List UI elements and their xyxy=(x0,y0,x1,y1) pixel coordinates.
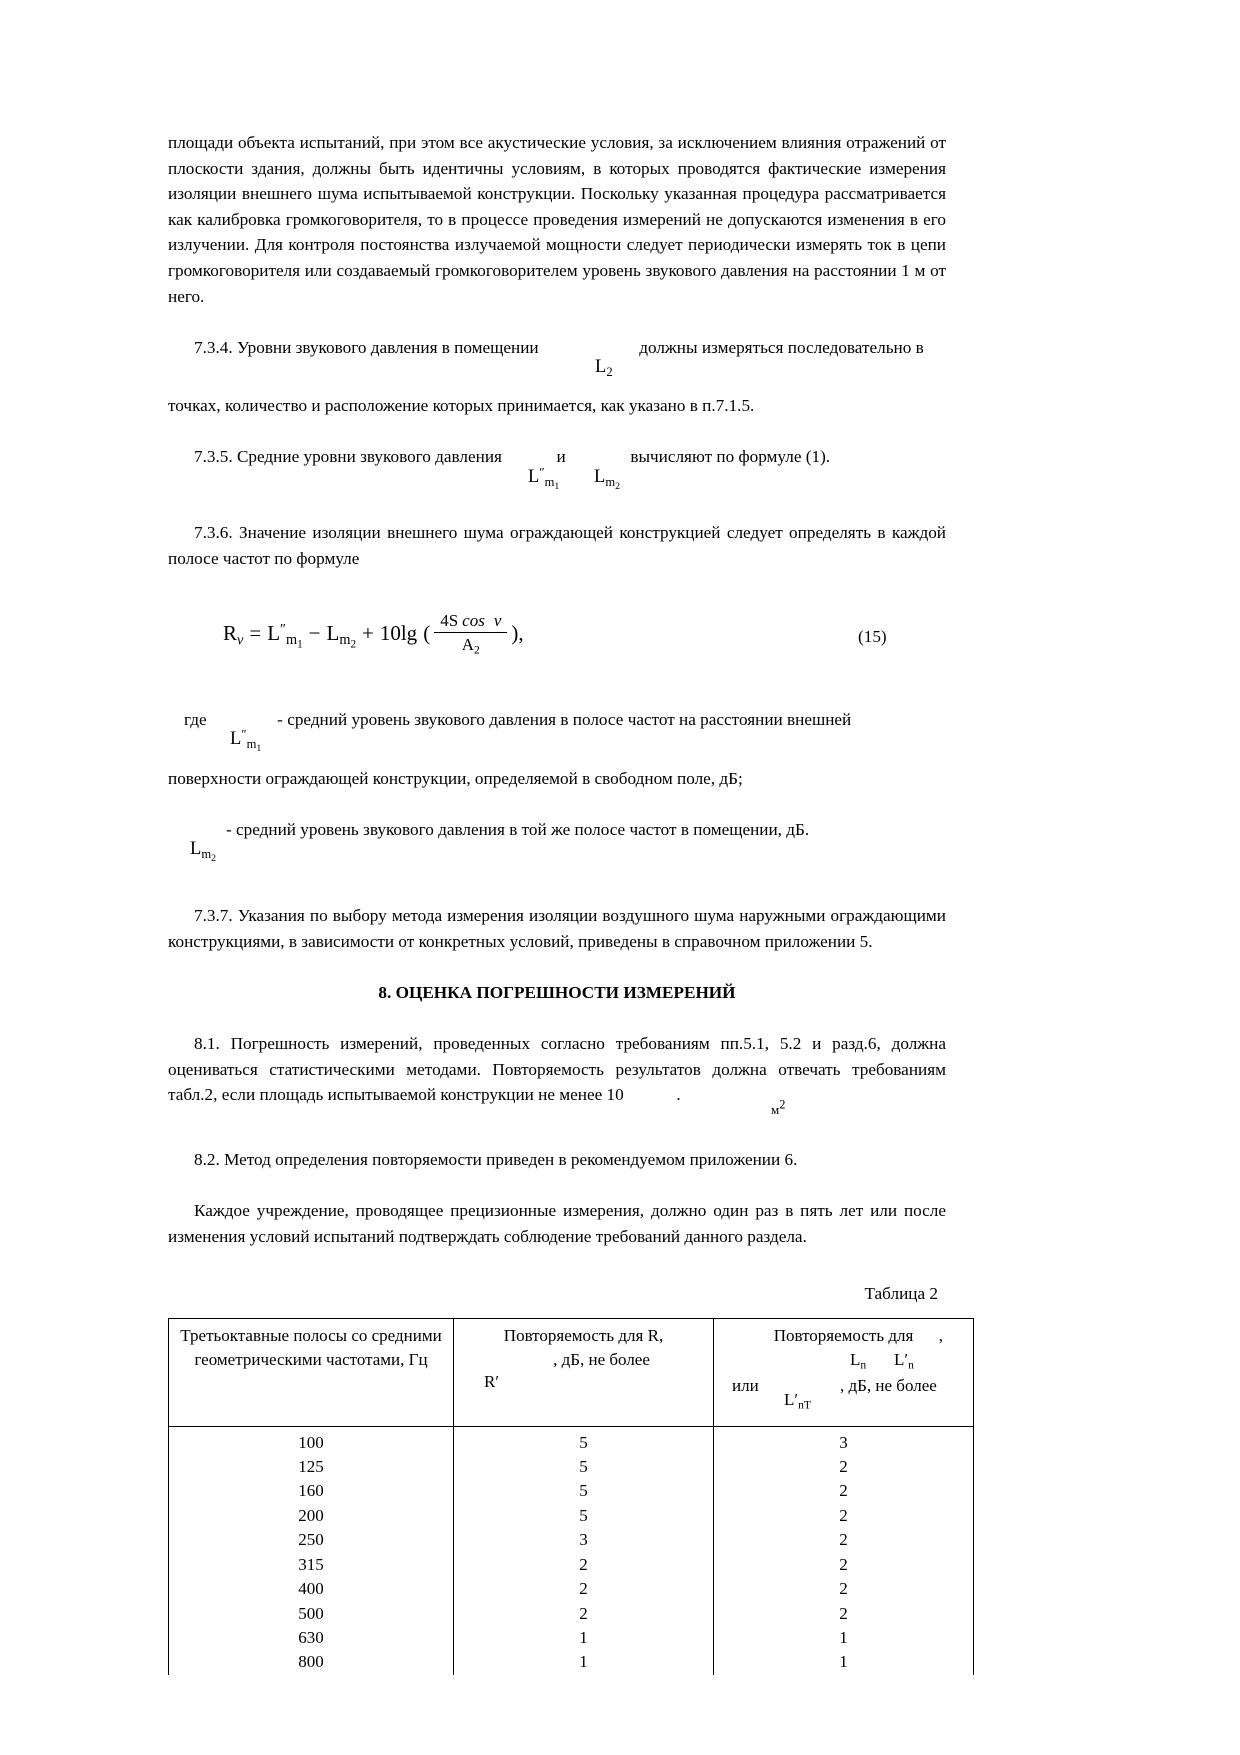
symbol-Ln-prime-sub: n xyxy=(908,1358,914,1372)
clause-7-3-7: 7.3.7. Указания по выбору метода измерения изоляции воздушного шума наружными ограждающими конструкциями, в зависимости от конкретных условий, приведены в справочном приложении 5. xyxy=(168,905,946,951)
formula-15-block xyxy=(168,605,946,681)
cell-repeatability-l: 2 xyxy=(714,1455,974,1479)
spacer xyxy=(168,309,946,335)
clause-8-2: 8.2. Метод определения повторяемости приведен в рекомендуемом приложении 6. xyxy=(194,1149,798,1169)
clause-7-3-4-line2: точках, количество и расположение которых принимается, как указано в п.7.1.5. xyxy=(168,395,755,415)
symbol-m: м xyxy=(771,1102,780,1118)
table-row xyxy=(169,1577,974,1601)
formula-den-A: A xyxy=(461,635,475,655)
cell-repeatability-r: 5 xyxy=(454,1426,714,1455)
cell-repeatability-r: 5 xyxy=(454,1479,714,1503)
formula-R xyxy=(223,620,244,649)
table-row xyxy=(169,1479,974,1503)
symbol-Lm2-sub-2: 2 xyxy=(615,481,621,493)
symbol-R-prime: R′ xyxy=(484,1371,500,1391)
symbol-row-spacer xyxy=(168,1108,946,1130)
formula-term1 xyxy=(267,620,303,651)
cell-frequency: 630 xyxy=(169,1626,454,1650)
symbol-Lm1-prime: ″ xyxy=(539,465,545,480)
clause-7-3-5-line1 xyxy=(168,444,946,470)
cell-repeatability-r: 5 xyxy=(454,1455,714,1479)
clause-7-3-4-line1 xyxy=(168,335,946,361)
symbol-Lm1-sub xyxy=(544,475,560,493)
clause-8-1-body: 8.1. Погрешность измерений, проведенных согласно требованиям пп.5.1, 5.2 и разд.6, должна оцениваться статистическими методами. Повторяемость результатов должна отвечать требованиям табл.2, если площадь испытываемой конструкции не менее 10 xyxy=(168,1034,946,1105)
table-2-head xyxy=(169,1318,974,1426)
symbol-L2-base: L xyxy=(595,357,607,378)
table-2-body xyxy=(169,1426,974,1675)
header-r-symbol-row xyxy=(458,1370,709,1394)
symbol-row-spacer xyxy=(168,361,946,393)
where-cont1: поверхности ограждающей конструкции, определяемой в свободном поле, дБ; xyxy=(168,768,743,788)
clause-7-3-5-conj: и xyxy=(556,447,566,467)
cell-repeatability-l: 2 xyxy=(714,1528,974,1552)
table-row xyxy=(169,1504,974,1528)
clause-7-3-4-text-a: 7.3.4. Уровни звукового давления в помещении xyxy=(194,338,539,358)
table-2 xyxy=(168,1318,974,1675)
symbol-sub-m: m xyxy=(201,847,212,862)
spacer xyxy=(168,681,946,707)
cell-frequency: 160 xyxy=(169,1479,454,1503)
symbol-Ln-sub: n xyxy=(860,1358,867,1372)
header-l-line2 xyxy=(718,1374,969,1398)
where-line1 xyxy=(168,707,946,733)
table-row xyxy=(169,1650,974,1674)
spacer xyxy=(168,954,946,980)
formula-term1-base: L xyxy=(267,620,281,645)
symbol-Ln xyxy=(850,1348,866,1372)
symbol-LnT-prime xyxy=(784,1388,811,1412)
symbol-Lm1-double-prime xyxy=(528,465,560,493)
formula-equals: = xyxy=(249,620,262,645)
symbol-Lm2-base: L xyxy=(594,467,606,488)
cell-frequency: 100 xyxy=(169,1426,454,1455)
symbol-LnT-sub: nT xyxy=(798,1398,811,1412)
clause-7-3-5-text-b: вычисляют по формуле (1). xyxy=(630,447,831,467)
symbol-base: L xyxy=(230,729,242,750)
table-row xyxy=(169,1553,974,1577)
spacer xyxy=(168,1130,946,1147)
header-l-or: или xyxy=(732,1375,759,1395)
section-8-title: 8. ОЦЕНКА ПОГРЕШНОСТИ ИЗМЕРЕНИЙ xyxy=(378,983,736,1003)
cell-frequency: 125 xyxy=(169,1455,454,1479)
cell-frequency: 200 xyxy=(169,1504,454,1528)
spacer xyxy=(168,1304,946,1318)
spacer xyxy=(168,571,946,605)
symbol-square-meter xyxy=(771,1097,786,1118)
header-r-units: , дБ, не более xyxy=(553,1349,650,1369)
cell-repeatability-r: 5 xyxy=(454,1504,714,1528)
where-block-1 xyxy=(168,707,946,791)
spacer xyxy=(168,791,946,817)
formula-R-sub: ν xyxy=(237,632,244,649)
symbol-Ln-prime-base: L′ xyxy=(894,1349,909,1369)
where-def2: - средний уровень звукового давления в той же полосе частот в помещении, дБ. xyxy=(226,820,810,840)
cell-frequency: 800 xyxy=(169,1650,454,1674)
formula-fraction xyxy=(434,611,507,655)
clause-7-3-5-text-a: 7.3.5. Средние уровни звукового давления xyxy=(194,447,502,467)
symbol-sub-1: 1 xyxy=(256,743,262,755)
cell-repeatability-l: 2 xyxy=(714,1504,974,1528)
cell-repeatability-r: 3 xyxy=(454,1528,714,1552)
formula-term2 xyxy=(326,620,357,651)
cell-repeatability-l: 2 xyxy=(714,1602,974,1626)
cell-frequency: 500 xyxy=(169,1602,454,1626)
cell-repeatability-r: 2 xyxy=(454,1602,714,1626)
table-row xyxy=(169,1528,974,1552)
formula-num-cos: cos xyxy=(462,611,485,631)
formula-term2-sub-m: m xyxy=(339,632,351,649)
formula-15-number: (15) xyxy=(858,627,887,647)
symbol-Lm2-where xyxy=(190,839,217,865)
formula-term1-prime: ″ xyxy=(280,621,286,638)
formula-term1-sub-1: 1 xyxy=(297,638,303,651)
table-row xyxy=(169,1602,974,1626)
symbol-sub xyxy=(246,737,262,755)
symbol-L2 xyxy=(595,357,613,378)
symbol-Lm1-double-prime-where xyxy=(230,727,262,755)
cell-frequency: 315 xyxy=(169,1553,454,1577)
formula-term2-sub xyxy=(339,632,356,651)
header-l-line1 xyxy=(718,1324,969,1348)
symbol-Lm1-base: L xyxy=(528,467,540,488)
table-header-frequency: Третьоктавные полосы со средними геометрическими частотами, Гц xyxy=(169,1318,454,1426)
table-row xyxy=(169,1626,974,1650)
symbol-row-spacer xyxy=(168,843,946,877)
cell-repeatability-r: 1 xyxy=(454,1626,714,1650)
cell-repeatability-l: 1 xyxy=(714,1626,974,1650)
paragraph-each-institution: Каждое учреждение, проводящее прецизионные измерения, должно один раз в пять лет или после изменения условий испытаний подтверждать соблюдение требований данного раздела. xyxy=(168,1201,946,1247)
where-def1: - средний уровень звукового давления в полосе частот на расстоянии внешней xyxy=(277,710,852,730)
cell-repeatability-r: 1 xyxy=(454,1650,714,1674)
symbol-Ln-base: L xyxy=(850,1349,861,1369)
cell-frequency: 400 xyxy=(169,1577,454,1601)
clause-7-3-4-text-b: должны измеряться последовательно в xyxy=(639,338,924,358)
formula-plus: + xyxy=(362,620,374,645)
where-block-2 xyxy=(168,817,946,877)
symbol-sub xyxy=(201,847,217,865)
cell-repeatability-r: 2 xyxy=(454,1553,714,1577)
symbol-LnT-base: L′ xyxy=(784,1389,799,1409)
clause-7-3-4 xyxy=(168,335,946,418)
symbol-sub-2: 2 xyxy=(211,853,217,865)
paragraph-continuation: площади объекта испытаний, при этом все акустические условия, за исключением влияния отражений от плоскости здания, должны быть идентичны условиям, в которых проводятся фактические измерения изоляции внешнего шума испытываемой конструкции. Поскольку указанная процедура рассматривается как калибровка громкоговорителя, то в процессе проведения измерений не допускаются изменения в его излучении. Для контроля постоянства излучаемой мощности следует периодически измерять ток в цепи громкоговорителя или создаваемый громкоговорителем уровень звукового давления на расстоянии 1 м от него. xyxy=(168,133,946,306)
symbol-Lm2-sub-m: m xyxy=(605,475,616,490)
formula-log: 10lg xyxy=(379,620,418,645)
table-row xyxy=(169,1455,974,1479)
formula-term1-sub xyxy=(285,632,303,651)
header-r-line1: Повторяемость для R, xyxy=(503,1325,664,1345)
table-header-repeatability-l xyxy=(714,1318,974,1426)
header-r-line2 xyxy=(458,1348,709,1372)
clause-7-3-6: 7.3.6. Значение изоляции внешнего шума ограждающей конструкцией следует определять в каждой полосе частот по формуле xyxy=(168,522,946,568)
formula-term1-sub-m: m xyxy=(285,632,298,649)
table-row xyxy=(169,1426,974,1455)
symbol-base: L xyxy=(190,839,202,860)
formula-term2-sub-2: 2 xyxy=(350,638,356,651)
formula-term2-base: L xyxy=(326,620,340,645)
clause-8-1-period: . xyxy=(676,1085,681,1105)
formula-minus: − xyxy=(308,620,321,645)
clause-8-1 xyxy=(168,1031,946,1130)
formula-close-paren: ), xyxy=(511,620,524,645)
symbol-row-spacer xyxy=(168,733,946,766)
header-l-units: , дБ, не более xyxy=(840,1375,937,1395)
cell-repeatability-r: 2 xyxy=(454,1577,714,1601)
cell-repeatability-l: 3 xyxy=(714,1426,974,1455)
cell-repeatability-l: 2 xyxy=(714,1553,974,1577)
spacer xyxy=(168,1172,946,1198)
formula-open-paren: ( xyxy=(423,620,431,645)
symbol-Lm1-sub-m: m xyxy=(544,475,555,490)
header-l-symbol-row2 xyxy=(718,1389,969,1420)
cell-repeatability-l: 2 xyxy=(714,1577,974,1601)
cell-frequency: 250 xyxy=(169,1528,454,1552)
table-2-caption: Таблица 2 xyxy=(864,1283,938,1303)
clause-7-3-5 xyxy=(168,444,946,520)
clause-8-1-text xyxy=(168,1031,946,1108)
formula-denominator xyxy=(456,633,486,655)
header-l-symbols-row xyxy=(718,1348,969,1374)
symbol-prime: ″ xyxy=(241,727,247,742)
spacer xyxy=(168,418,946,444)
formula-15-expression xyxy=(220,611,527,655)
formula-num-4S: 4S xyxy=(440,611,459,631)
symbol-sub-m: m xyxy=(246,737,257,752)
page-content xyxy=(168,130,946,1675)
spacer xyxy=(168,877,946,903)
symbol-L2-sub: 2 xyxy=(606,365,613,380)
symbol-Lm2-sub xyxy=(605,475,621,493)
formula-den-sub: 2 xyxy=(474,643,480,657)
table-header-repeatability-r xyxy=(454,1318,714,1426)
table-header-row xyxy=(169,1318,974,1426)
where-label: где xyxy=(184,710,207,730)
spacer xyxy=(168,1250,946,1284)
spacer xyxy=(168,1005,946,1031)
symbol-m-sup: 2 xyxy=(779,1097,786,1112)
formula-num-nu: ν xyxy=(493,611,502,631)
header-l-label: Повторяемость для xyxy=(773,1325,914,1345)
cell-repeatability-l: 1 xyxy=(714,1650,974,1674)
header-l-comma: , xyxy=(938,1325,943,1345)
symbol-Lm2 xyxy=(594,467,621,493)
symbol-Lm1-sub-1: 1 xyxy=(554,481,560,493)
formula-R-base: R xyxy=(223,620,238,645)
formula-numerator xyxy=(434,611,507,633)
symbol-Ln-prime xyxy=(894,1348,914,1372)
cell-repeatability-l: 2 xyxy=(714,1479,974,1503)
